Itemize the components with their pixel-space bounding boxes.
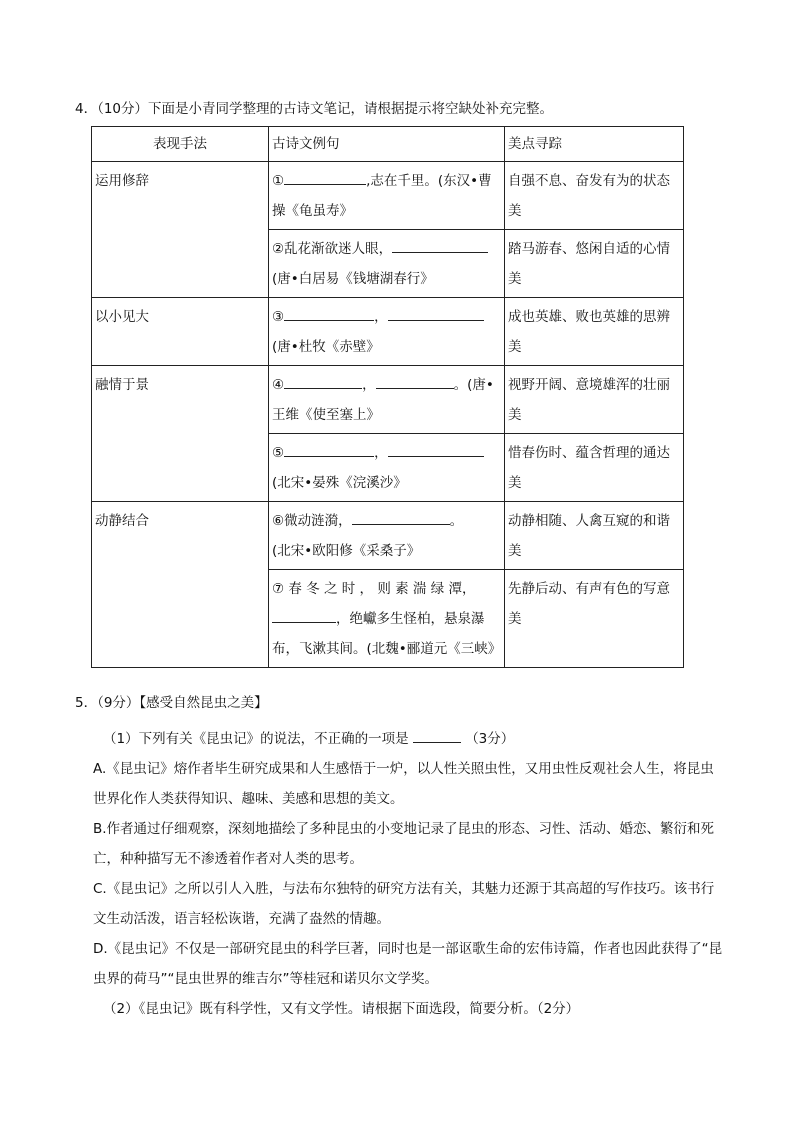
- question-5-body: [93, 724, 723, 1024]
- sub-question-2: （2）《昆虫记》既有科学性，又有文学性。请根据下面选段，简要分析。（2分）: [103, 1001, 580, 1017]
- example-cell: ④ ， 。(唐•王维《使至塞上》: [269, 366, 505, 434]
- example-cell: ③ ， (唐•杜牧《赤壁》: [269, 298, 505, 366]
- answer-blank[interactable]: [284, 440, 374, 457]
- answer-blank[interactable]: [272, 606, 336, 623]
- example-cell: ⑥微动涟漪， 。 (北宋•欧阳修《采桑子》: [269, 502, 505, 570]
- beauty-cell: 惜春伤时、蕴含哲理的通达美: [505, 434, 684, 502]
- technique-cell: 融情于景: [92, 366, 269, 502]
- beauty-cell: 踏马游春、悠闲自适的心情美: [505, 230, 684, 298]
- option-b: B.作者通过仔细观察，深刻地描绘了多种昆虫的小变地记录了昆虫的形态、习性、活动、婚恋、繁衍和死亡，种种描写无不渗透着作者对人类的思考。: [93, 821, 715, 867]
- technique-cell: 运用修辞: [92, 162, 269, 298]
- table-header-row: [92, 127, 684, 162]
- table-row: [92, 502, 684, 570]
- answer-blank[interactable]: [388, 440, 484, 457]
- question-5-title: 5．（9分）【感受自然昆虫之美】: [75, 695, 268, 711]
- answer-blank[interactable]: [284, 168, 366, 185]
- answer-blank[interactable]: [392, 236, 488, 253]
- table-row: [92, 298, 684, 366]
- beauty-cell: 先静后动、有声有色的写意美: [505, 570, 684, 668]
- technique-cell: 动静结合: [92, 502, 269, 668]
- answer-blank[interactable]: [284, 372, 362, 389]
- beauty-cell: 动静相随、人禽互窥的和谐美: [505, 502, 684, 570]
- option-d: D.《昆虫记》不仅是一部研究昆虫的科学巨著，同时也是一部讴歌生命的宏伟诗篇，作者也因此获得了“昆虫界的荷马”“昆虫世界的维吉尔”等桂冠和诺贝尔文学奖。: [93, 941, 723, 987]
- example-cell: ⑦ 春 冬 之 时 ， 则 素 湍 绿 潭，，绝巘多生怪柏，悬泉瀑布，飞漱其间。(北魏•郦道元《三峡》: [269, 570, 505, 668]
- table-row: [92, 366, 684, 434]
- technique-cell: 以小见大: [92, 298, 269, 366]
- header-example: 古诗文例句: [269, 127, 505, 162]
- header-technique: 表现手法: [92, 127, 269, 162]
- answer-blank[interactable]: [376, 372, 454, 389]
- beauty-cell: 自强不息、奋发有为的状态美: [505, 162, 684, 230]
- question-4-title: 4．（10分）下面是小青同学整理的古诗文笔记，请根据提示将空缺处补充完整。: [75, 101, 554, 117]
- answer-blank[interactable]: [352, 508, 450, 525]
- answer-blank[interactable]: [284, 304, 374, 321]
- sub-question-1: （1）下列有关《昆虫记》的说法，不正确的一项是 （3分）: [93, 724, 723, 754]
- beauty-cell: 成也英雄、败也英雄的思辨美: [505, 298, 684, 366]
- option-a: A.《昆虫记》熔作者毕生研究成果和人生感悟于一炉，以人性关照虫性，又用虫性反观社会人生，将昆虫世界化作人类获得知识、趣味、美感和思想的美文。: [93, 761, 714, 807]
- example-cell: ① ,志在千里。(东汉•曹操《龟虽寿》: [269, 162, 505, 230]
- example-cell: ⑤ ， (北宋•晏殊《浣溪沙》: [269, 434, 505, 502]
- answer-blank[interactable]: [413, 726, 461, 743]
- header-beauty: 美点寻踪: [505, 127, 684, 162]
- example-cell: ②乱花渐欲迷人眼， (唐•白居易《钱塘湖春行》: [269, 230, 505, 298]
- answer-blank[interactable]: [388, 304, 484, 321]
- table-row: [92, 162, 684, 230]
- option-c: C.《昆虫记》之所以引人入胜，与法布尔独特的研究方法有关，其魅力还源于其高超的写作技巧。该书行文生动活泼，语言轻松诙谐，充满了盎然的情趣。: [93, 881, 715, 927]
- beauty-cell: 视野开阔、意境雄浑的壮丽美: [505, 366, 684, 434]
- poetry-notes-table: [91, 126, 684, 668]
